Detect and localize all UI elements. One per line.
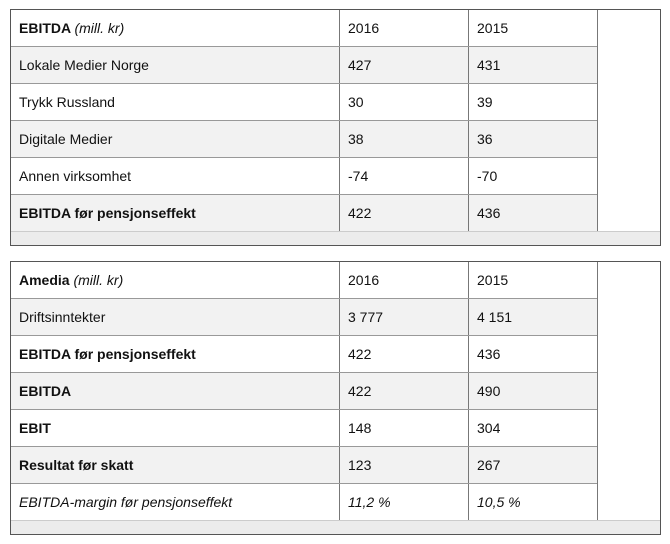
row-label: Digitale Medier (19, 131, 113, 147)
row-value-2015: 490 (468, 373, 597, 409)
amedia-table (10, 261, 661, 535)
row-value-2016: 422 (339, 336, 468, 372)
row-label: Lokale Medier Norge (19, 57, 149, 73)
row-label: Resultat før skatt (19, 457, 134, 473)
row-value-2016: 38 (339, 121, 468, 157)
row-value-2015: 36 (468, 121, 597, 157)
header-label: Amedia (19, 272, 70, 288)
table-row (11, 336, 597, 373)
header-year-2015: 2015 (468, 10, 597, 46)
row-label: Annen virksomhet (19, 168, 132, 184)
row-value-2016: 422 (339, 373, 468, 409)
row-value-2016: 11,2 % (339, 484, 468, 520)
row-value-2015: 431 (468, 47, 597, 83)
row-label: Trykk Russland (19, 94, 115, 110)
row-label: EBITDA (19, 383, 72, 399)
row-value-2015: 267 (468, 447, 597, 483)
row-value-2016: -74 (339, 158, 468, 194)
row-value-2015: 436 (468, 336, 597, 372)
row-label: Driftsinntekter (19, 309, 106, 325)
row-value-2015: 436 (468, 195, 597, 231)
ebitda-table (10, 9, 661, 246)
table-scrollbar-strip (11, 520, 660, 534)
table-row (11, 447, 597, 484)
row-value-2016: 123 (339, 447, 468, 483)
table-row (11, 121, 597, 158)
header-year-2015: 2015 (468, 262, 597, 298)
row-value-2015: 10,5 % (468, 484, 597, 520)
row-value-2016: 422 (339, 195, 468, 231)
row-value-2015: 304 (468, 410, 597, 446)
table-row (11, 373, 597, 410)
table-row (11, 299, 597, 336)
header-label-cell (11, 10, 339, 46)
row-value-2016: 148 (339, 410, 468, 446)
table-scrollbar-strip (11, 231, 660, 245)
header-label-cell (11, 262, 339, 298)
table-row-total (11, 195, 597, 232)
row-value-2016: 30 (339, 84, 468, 120)
row-label: EBITDA før pensjonseffekt (19, 205, 196, 221)
header-unit: (mill. kr) (74, 20, 125, 36)
table-row (11, 410, 597, 447)
table-row (11, 47, 597, 84)
row-label: EBITDA før pensjonseffekt (19, 346, 196, 362)
row-label: EBIT (19, 420, 51, 436)
row-value-2016: 427 (339, 47, 468, 83)
header-unit: (mill. kr) (73, 272, 124, 288)
table-header-row (11, 262, 597, 299)
header-year-2016: 2016 (339, 262, 468, 298)
header-label: EBITDA (19, 20, 71, 36)
table-row-margin (11, 484, 597, 521)
row-value-2015: 39 (468, 84, 597, 120)
table-row (11, 158, 597, 195)
row-label: EBITDA-margin før pensjonseffekt (19, 494, 233, 510)
row-value-2016: 3 777 (339, 299, 468, 335)
header-year-2016: 2016 (339, 10, 468, 46)
table-right-border (597, 262, 598, 521)
table-right-border (597, 10, 598, 232)
table-row (11, 84, 597, 121)
row-value-2015: -70 (468, 158, 597, 194)
row-value-2015: 4 151 (468, 299, 597, 335)
table-header-row (11, 10, 597, 47)
